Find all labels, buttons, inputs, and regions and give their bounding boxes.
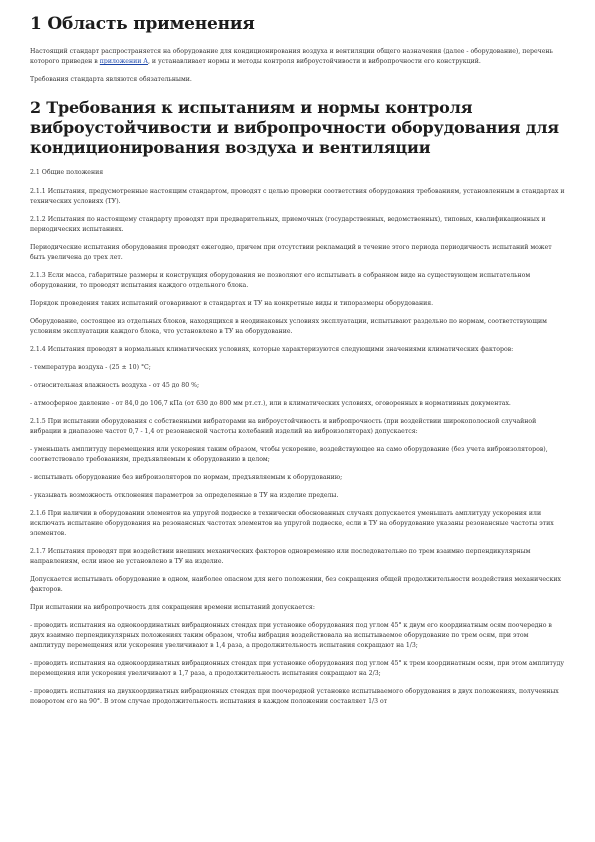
list-item: - уменьшать амплитуду перемещения или ускорения таким образом, чтобы ускорение, воздействующее на само оборудование (без учета виброизоляторов), соответствовало требованиям, предъявляемым к оборудованию в целом;	[30, 446, 548, 463]
appendix-a-link[interactable]: приложении А	[99, 58, 148, 65]
paragraph: 2.1.2 Испытания по настоящему стандарту проводят при предварительных, приемочных (государственных, ведомственных), типовых, квалификационных и периодических испытаниях.	[30, 216, 546, 233]
paragraph: При испытании на вибропрочность для сокращения времени испытаний допускается:	[30, 604, 315, 611]
paragraph: 2.1.6 При наличии в оборудовании элементов на упругой подвеске в технически обоснованных случаях допускается уменьшать амплитуду ускорения или исключать испытание оборудования на резонансных частотах элементов на упругой подвеске, если в ТУ на оборудование указаны резонансные частоты этих элементов.	[30, 510, 554, 537]
section-1-paragraph	[30, 47, 565, 67]
list-item: - проводить испытания на однокоординатных вибрационных стендах при установке оборудования под углом 45° к двум его координатным осям поочередно в двух взаимно перпендикулярных положениях таким образом, чтобы вибрация воздействовала на испытываемое оборудование по трем осям, при этом амплитуду перемещения или ускорения увеличивают в 1,4 раза, а продолжительность испытания сокращают на 1/3;	[30, 622, 552, 649]
paragraph: Периодические испытания оборудования проводят ежегодно, причем при отсутствии рекламаций в течение этого периода периодичность испытаний может быть увеличена до трех лет.	[30, 244, 552, 261]
list-item: - относительная влажность воздуха - от 45 до 80 %;	[30, 382, 200, 389]
list-item: - указывать возможность отклонения параметров за определенные в ТУ на изделие пределы.	[30, 492, 339, 499]
paragraph: 2.1.3 Если масса, габаритные размеры и конструкция оборудования не позволяют его испытывать в собранном виде на существующем испытательном оборудовании, то проводят испытания каждого отдельного блока.	[30, 272, 531, 289]
list-item: - проводить испытания на двухкоординатных вибрационных стендах при поочередной установке испытываемого оборудования в двух положениях, полученных поворотом его на 90°. В этом случае продолжительность испытания в каждом положении составляет 1/3 от	[30, 688, 559, 705]
paragraph: 2.1.7 Испытания проводят при воздействии внешних механических факторов одновременно или последовательно по трем взаимно перпендикулярным направлениям, если иное не установлено в ТУ на изделие.	[30, 548, 531, 565]
list-item: - атмосферное давление - от 84,0 до 106,7 кПа (от 630 до 800 мм рт.ст.), или в климатических условиях, оговоренных в нормативных документах.	[30, 400, 511, 407]
paragraph: 2.1.1 Испытания, предусмотренные настоящим стандартом, проводят с целью проверки соответствия оборудования требованиям, установленным в стандартах и технических условиях (ТУ).	[30, 188, 565, 205]
section-2-title: 2 Требования к испытаниям и нормы контроля виброустойчивости и вибропрочности оборудования для кондиционирования воздуха и вентиляции	[30, 98, 559, 157]
list-item: - испытывать оборудование без виброизоляторов по нормам, предъявляемым к оборудованию;	[30, 474, 343, 481]
list-item: - температура воздуха - (25 ± 10) °С;	[30, 364, 151, 371]
paragraph: 2.1.5 При испытании оборудования с собственными вибраторами на виброустойчивость и вибропрочность (при воздействии широкополосной случайной вибрации в диапазоне частот 0,7 - 1,4 от резонансной частоты колебаний изделий на виброизоляторах) допускается:	[30, 418, 537, 435]
section-2-1-subheading: 2.1 Общие положения	[30, 169, 104, 176]
list-item: - проводить испытания на однокоординатных вибрационных стендах при установке оборудования под углом 45° к трем координатным осям, при этом амплитуду перемещения или ускорения увеличивают в 1,7 раза, а продолжительность испытания сокращают на 2/3;	[30, 660, 565, 677]
paragraph: Порядок проведения таких испытаний оговаривают в стандартах и ТУ на конкретные виды и типоразмеры оборудования.	[30, 300, 434, 307]
section-1-text-after-link: , и устанавливает нормы и методы контроля виброустойчивости и вибропрочности его конструкций.	[147, 58, 481, 65]
paragraph: 2.1.4 Испытания проводят в нормальных климатических условиях, которые характеризуются следующими значениями климатических факторов:	[30, 346, 514, 353]
paragraph: Оборудование, состоящее из отдельных блоков, находящихся в неодинаковых условиях эксплуатации, испытывают раздельно по нормам, соответствующим условиям эксплуатации каждого блока, что установлено в ТУ на оборудование.	[30, 318, 547, 335]
paragraph: Допускается испытывать оборудование в одном, наиболее опасном для него положении, без сокращения общей продолжительности воздействия механических факторов.	[30, 576, 561, 593]
section-1-paragraph-mandatory: Требования стандарта являются обязательными.	[30, 76, 192, 83]
section-1-text-before-link: Настоящий стандарт распространяется на оборудование для кондиционирования воздуха и вентиляции общего назначения (далее - оборудование), перечень которого приведен в	[30, 48, 553, 65]
section-1-title: 1 Область применения	[30, 14, 255, 34]
